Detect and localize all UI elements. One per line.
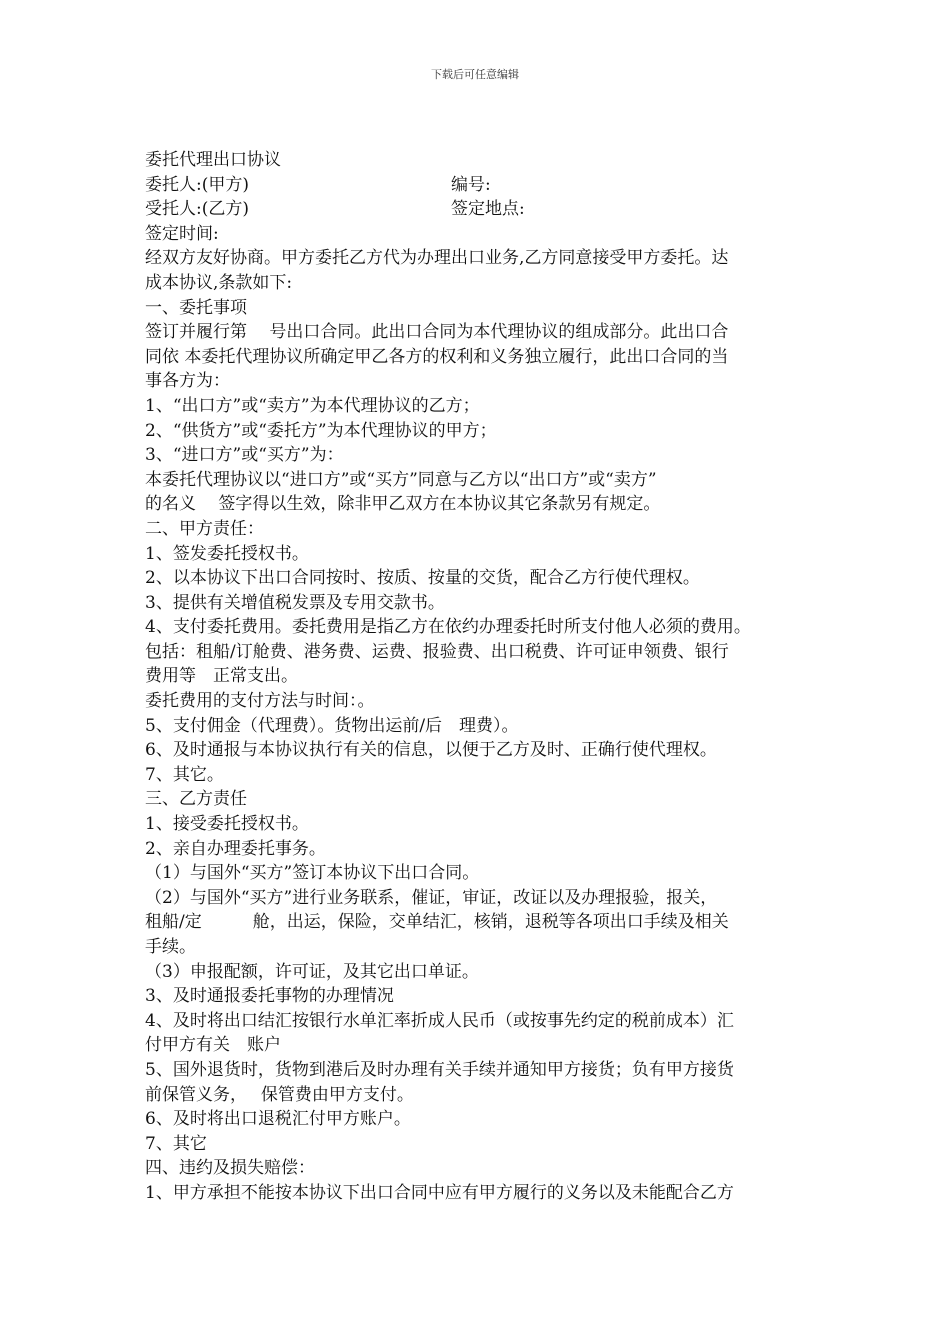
text-line: 前保管义务， 保管费由甲方支付。 — [145, 1084, 414, 1105]
sign-place-label: 签定地点: — [451, 199, 525, 220]
list-item: 3、“进口方”或“买方”为： — [145, 445, 344, 466]
section-heading: 一、委托事项 — [145, 297, 247, 318]
list-item: 5、国外退货时，货物到港后及时办理有关手续并通知甲方接货；负有甲方接货 — [145, 1059, 734, 1080]
list-item: 1、“出口方”或“卖方”为本代理协议的乙方； — [145, 395, 480, 416]
list-item: （3）申报配额，许可证，及其它出口单证。 — [145, 961, 479, 982]
list-item: 4、支付委托费用。委托费用是指乙方在依约办理委托时所支付他人必须的费用。 — [145, 617, 751, 638]
list-item: 6、及时通报与本协议执行有关的信息，以便于乙方及时、正确行使代理权。 — [145, 740, 717, 761]
list-item: 3、提供有关增值税发票及专用交款书。 — [145, 592, 445, 613]
list-item: 1、签发委托授权书。 — [145, 543, 309, 564]
text-line: 付甲方有关 账户 — [145, 1035, 281, 1056]
document-title: 委托代理出口协议 — [145, 150, 281, 170]
section-heading: 四、违约及损失赔偿： — [145, 1158, 315, 1179]
list-item: 3、及时通报委托事物的办理情况 — [145, 986, 394, 1007]
text-line: 费用等 正常支出。 — [145, 666, 298, 687]
text-line: 本委托代理协议以“进口方”或“买方”同意与乙方以“出口方”或“卖方” — [145, 469, 657, 490]
text-line: 手续。 — [145, 937, 196, 957]
list-item: 2、亲自办理委托事务。 — [145, 838, 326, 859]
agent-row — [145, 197, 813, 222]
body-lines — [145, 246, 813, 1205]
document-body — [145, 148, 813, 1206]
list-item: 7、其它。 — [145, 764, 224, 785]
text-line: 经双方友好协商。甲方委托乙方代为办理出口业务,乙方同意接受甲方委托。达 — [145, 248, 729, 269]
header-note: 下载后可任意编辑 — [431, 68, 519, 81]
list-item: 1、甲方承担不能按本协议下出口合同中应有甲方履行的义务以及未能配合乙方 — [145, 1182, 734, 1203]
list-item: 2、“供货方”或“委托方”为本代理协议的甲方； — [145, 420, 497, 441]
list-item: 5、支付佣金（代理费）。货物出运前/后 理费）。 — [145, 715, 519, 736]
list-item: 4、及时将出口结汇按银行水单汇率折成人民币（或按事先约定的税前成本）汇 — [145, 1010, 734, 1031]
text-line: 的名义 签字得以生效，除非甲乙双方在本协议其它条款另有规定。 — [145, 494, 661, 515]
list-item: 7、其它 — [145, 1133, 207, 1154]
text-line: 事各方为： — [145, 371, 230, 392]
client-label: 委托人:(甲方) — [145, 174, 249, 195]
section-heading: 三、乙方责任 — [145, 789, 247, 810]
text-line: 委托费用的支付方法与时间：。 — [145, 691, 375, 712]
list-item: 2、以本协议下出口合同按时、按质、按量的交货，配合乙方行使代理权。 — [145, 568, 700, 589]
text-line: 签订并履行第 号出口合同。此出口合同为本代理协议的组成部分。此出口合 — [145, 322, 729, 343]
list-item: 6、及时将出口退税汇付甲方账户。 — [145, 1109, 411, 1130]
client-row — [145, 173, 813, 198]
list-item: （1）与国外“买方”签订本协议下出口合同。 — [145, 863, 480, 884]
text-line: 包括：租船/订舱费、港务费、运费、报验费、出口税费、许可证申领费、银行 — [145, 641, 729, 662]
sign-time-label: 签定时间: — [145, 223, 219, 244]
list-item: 1、接受委托授权书。 — [145, 814, 309, 835]
text-line: 同依 本委托代理协议所确定甲乙各方的权利和义务独立履行，此出口合同的当 — [145, 346, 729, 367]
text-line: 成本协议,条款如下: — [145, 272, 293, 293]
agent-label: 受托人:(乙方) — [145, 199, 249, 220]
list-item: （2）与国外“买方”进行业务联系，催证，审证，改证以及办理报验，报关， — [145, 887, 718, 908]
text-line: 租船/定 舱，出运，保险，交单结汇，核销，退税等各项出口手续及相关 — [145, 912, 729, 933]
section-heading: 二、甲方责任： — [145, 518, 264, 539]
number-label: 编号: — [451, 174, 491, 195]
